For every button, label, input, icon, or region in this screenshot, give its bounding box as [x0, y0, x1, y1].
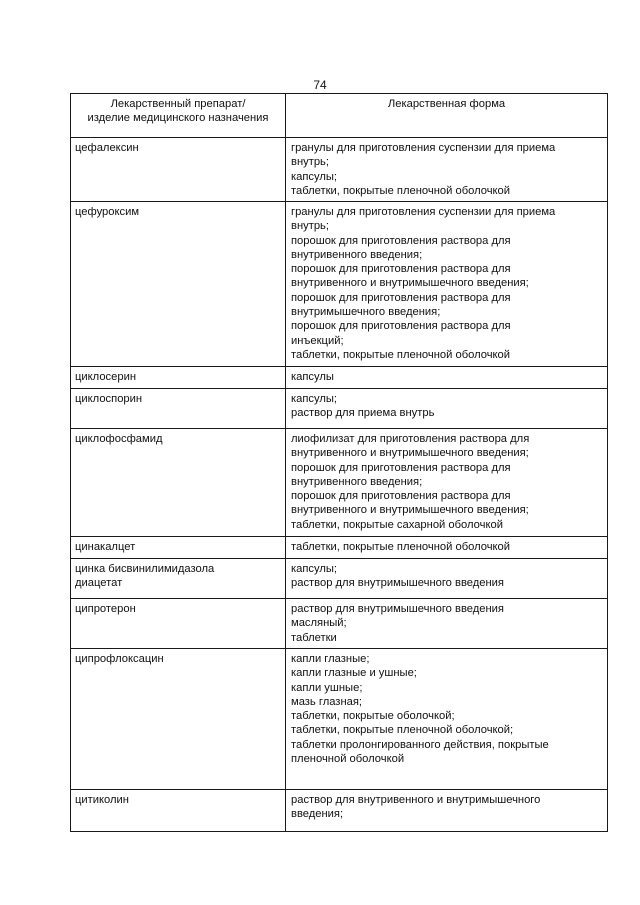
drug-name: циклофосфамид	[75, 433, 163, 445]
drug-form-table	[70, 93, 608, 832]
table-row	[71, 202, 608, 367]
dosage-form: гранулы для приготовления суспензии для приема внутрь; капсулы; таблетки, покрытые пленочной оболочкой	[291, 142, 556, 197]
drug-name-cell	[71, 559, 286, 599]
drug-name-cell	[71, 138, 286, 202]
dosage-form-cell	[286, 599, 608, 649]
dosage-form: гранулы для приготовления суспензии для приема внутрь; порошок для приготовления раствора для внутривенного введения; порошок для приготовления раствора для внутривенного и внутримышечного введения; порошок для приготовления раствора для внутримышечного введения; порошок для приготовления раствора для инъекций; таблетки, покрытые пленочной оболочкой	[291, 206, 556, 361]
drug-name-cell	[71, 429, 286, 537]
dosage-form-cell	[286, 537, 608, 559]
table-body	[71, 138, 608, 832]
dosage-form-cell	[286, 429, 608, 537]
dosage-form-cell	[286, 367, 608, 389]
dosage-form: лиофилизат для приготовления раствора для внутривенного и внутримышечного введения; порошок для приготовления раствора для внутривенного введения; порошок для приготовления раствора для внутривенного и внутримышечного введения; таблетки, покрытые сахарной оболочкой	[291, 433, 530, 531]
dosage-form: раствор для внутримышечного введения масляный; таблетки	[291, 603, 504, 644]
page-number: 74	[313, 78, 327, 92]
header-drug-label: Лекарственный препарат/ изделие медицинского назначения	[87, 98, 269, 125]
drug-name: циклосерин	[75, 371, 137, 383]
dosage-form: капсулы	[291, 371, 334, 383]
table-row	[71, 649, 608, 790]
drug-name-cell	[71, 202, 286, 367]
table-row	[71, 559, 608, 599]
table-row	[71, 138, 608, 202]
header-drug-column	[71, 94, 286, 138]
table-row	[71, 599, 608, 649]
drug-name: циклоспорин	[75, 393, 143, 405]
table-row	[71, 367, 608, 389]
dosage-form: капли глазные; капли глазные и ушные; капли ушные; мазь глазная; таблетки, покрытые оболочкой; таблетки, покрытые пленочной оболочкой; таблетки пролонгированного действия, покрытые пленочной оболочкой	[291, 653, 549, 766]
drug-name: цефалексин	[75, 142, 139, 154]
table-row	[71, 429, 608, 537]
drug-name: цефуроксим	[75, 206, 140, 218]
dosage-form-cell	[286, 138, 608, 202]
dosage-form-cell	[286, 790, 608, 832]
dosage-form-cell	[286, 559, 608, 599]
dosage-form: капсулы; раствор для приема внутрь	[291, 393, 435, 420]
drug-name: цинка бисвинилимидазола диацетат	[75, 563, 215, 590]
drug-name: ципрофлоксацин	[75, 653, 164, 665]
drug-name: ципротерон	[75, 603, 136, 615]
drug-name: цитиколин	[75, 794, 129, 806]
dosage-form-cell	[286, 389, 608, 429]
dosage-form-cell	[286, 649, 608, 790]
drug-name-cell	[71, 790, 286, 832]
drug-name-cell	[71, 649, 286, 790]
dosage-form: раствор для внутривенного и внутримышечного введения;	[291, 794, 541, 821]
dosage-form: капсулы; раствор для внутримышечного введения	[291, 563, 504, 590]
table-row	[71, 537, 608, 559]
drug-name-cell	[71, 367, 286, 389]
drug-name-cell	[71, 537, 286, 559]
table-header-row	[71, 94, 608, 138]
header-form-label: Лекарственная форма	[387, 98, 506, 110]
dosage-form-cell	[286, 202, 608, 367]
table-row	[71, 389, 608, 429]
table-row	[71, 790, 608, 832]
dosage-form: таблетки, покрытые пленочной оболочкой	[291, 541, 511, 553]
header-form-column	[286, 94, 608, 138]
drug-name: цинакалцет	[75, 541, 136, 553]
drug-name-cell	[71, 389, 286, 429]
drug-name-cell	[71, 599, 286, 649]
